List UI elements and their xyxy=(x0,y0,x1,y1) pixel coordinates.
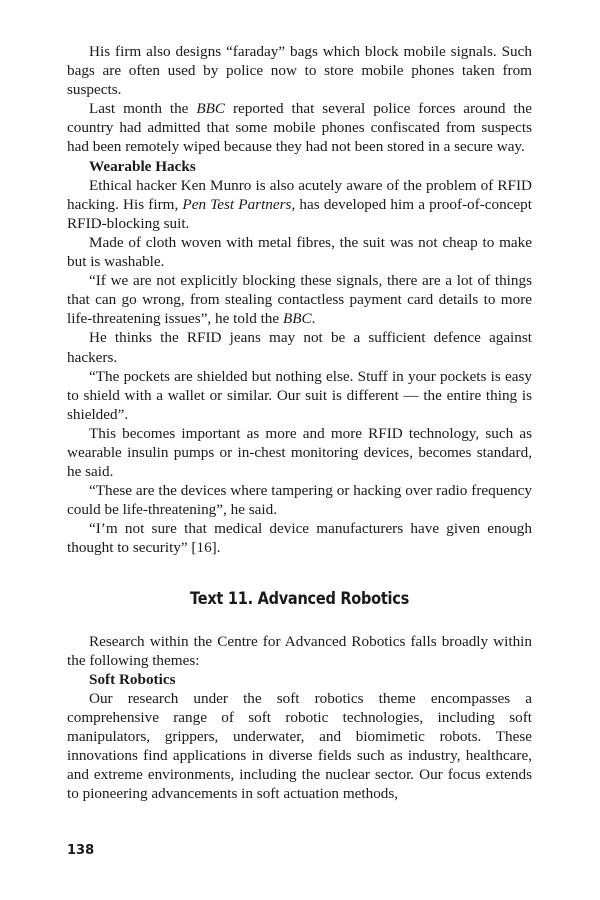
paragraph-quote-pockets: “The pockets are shielded but nothing else. Stuff in your pockets is easy to shield with a wallet or similar. Our suit is different — the entire thing is shielded”. xyxy=(67,367,532,423)
page-number: 138 xyxy=(67,843,95,858)
paragraph-ken-munro xyxy=(67,176,532,233)
paragraph-soft-robotics: Our research under the soft robotics theme encompasses a comprehensive range of soft robotic technologies, including soft manipulators, grippers, underwater, and biomimetic robots. These innovations find applications in diverse fields such as industry, healthcare, and extreme environments, including the nuclear sector. Our focus extends to pioneering advancements in soft actuation methods, xyxy=(67,689,532,803)
paragraph-rfid-technology: This becomes important as more and more RFID technology, such as wearable insulin pumps or in-chest monitoring devices, becomes standard, he said. xyxy=(67,424,532,481)
paragraph-text: Last month the xyxy=(89,100,197,118)
emphasis-bbc: BBC xyxy=(282,310,312,328)
subheading-wearable-hacks: Wearable Hacks xyxy=(89,157,196,175)
paragraph-rfid-jeans: He thinks the RFID jeans may not be a sufficient defence against hackers. xyxy=(67,329,532,366)
subheading-soft-robotics: Soft Robotics xyxy=(89,670,176,688)
section-title: Text 11. Advanced Robotics xyxy=(190,588,409,608)
paragraph-text: , has developed him a proof-of-concept RFID-blocking suit. xyxy=(67,195,532,232)
paragraph-quote-security: “I’m not sure that medical device manufacturers have given enough thought to security” [16]. xyxy=(67,520,532,557)
emphasis-bbc: BBC xyxy=(196,100,226,118)
emphasis-pen-test-partners: Pen Test Partners xyxy=(182,195,292,213)
paragraph-text: Ethical hacker Ken Munro is also acutely aware of the problem of RFID hacking. His firm, xyxy=(67,176,532,213)
paragraph-text: reported that several police forces around the country had admitted that some mobile phones confiscated from suspects had been remotely wiped because they had not been stored in a secure way. xyxy=(67,100,532,156)
paragraph-text: “If we are not explicitly blocking these signals, there are a lot of things that can go wrong, from stealing contactless payment card details to more life-threatening issues”, he told the xyxy=(67,272,532,328)
paragraph-bbc-report xyxy=(67,99,532,156)
page-body xyxy=(67,42,532,803)
paragraph-text: . xyxy=(311,310,316,328)
paragraph-quote-signals xyxy=(67,271,532,328)
paragraph-quote-devices: “These are the devices where tampering or hacking over radio frequency could be life-threatening”, he said. xyxy=(67,482,532,519)
paragraph-suit-cloth: Made of cloth woven with metal fibres, the suit was not cheap to make but is washable. xyxy=(67,233,532,271)
paragraph-faraday-bags: His firm also designs “faraday” bags which block mobile signals. Such bags are often used by police now to store mobile phones taken from suspects. xyxy=(67,43,532,99)
paragraph-research-themes: Research within the Centre for Advanced Robotics falls broadly within the following themes: xyxy=(67,632,532,669)
